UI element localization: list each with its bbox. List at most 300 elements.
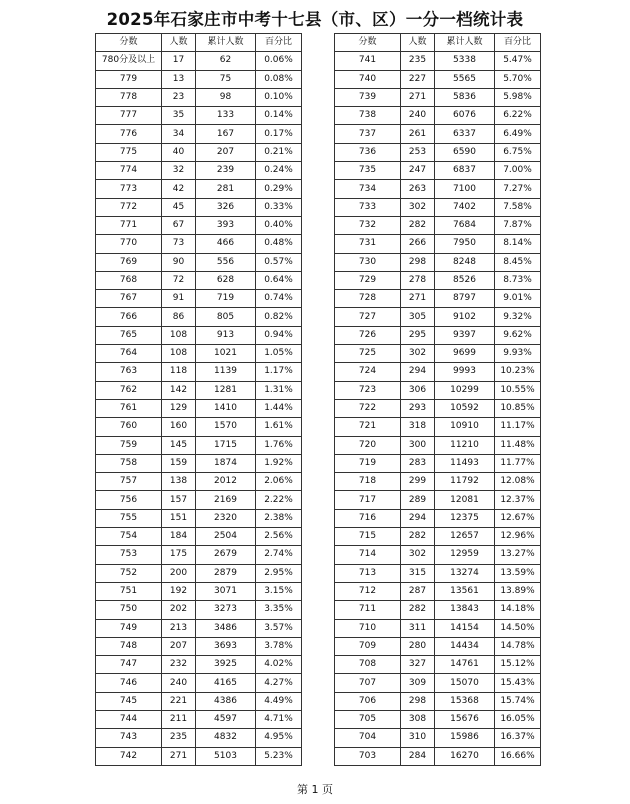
cumulative-cell: 5565	[435, 70, 495, 88]
score-cell: 745	[96, 692, 162, 710]
count-cell: 213	[162, 619, 196, 637]
percent-cell: 10.55%	[495, 381, 541, 399]
cumulative-cell: 13843	[435, 601, 495, 619]
count-cell: 145	[162, 436, 196, 454]
percent-cell: 13.27%	[495, 546, 541, 564]
count-cell: 263	[401, 180, 435, 198]
cumulative-cell: 7402	[435, 198, 495, 216]
percent-cell: 0.17%	[256, 125, 302, 143]
table-row	[335, 601, 541, 619]
count-cell: 235	[401, 52, 435, 70]
percent-cell: 2.56%	[256, 528, 302, 546]
count-cell: 42	[162, 180, 196, 198]
percent-cell: 7.27%	[495, 180, 541, 198]
table-row	[335, 747, 541, 765]
percent-cell: 1.92%	[256, 454, 302, 472]
percent-cell: 12.37%	[495, 491, 541, 509]
cumulative-cell: 9699	[435, 345, 495, 363]
percent-cell: 13.59%	[495, 564, 541, 582]
score-cell: 758	[96, 454, 162, 472]
score-cell: 771	[96, 216, 162, 234]
cumulative-cell: 1281	[196, 381, 256, 399]
score-cell: 714	[335, 546, 401, 564]
cumulative-cell: 2012	[196, 473, 256, 491]
count-cell: 235	[162, 729, 196, 747]
table-header-row	[335, 34, 541, 52]
percent-cell: 0.10%	[256, 88, 302, 106]
count-cell: 73	[162, 235, 196, 253]
score-cell: 775	[96, 143, 162, 161]
table-row	[335, 692, 541, 710]
cumulative-cell: 7684	[435, 216, 495, 234]
score-cell: 722	[335, 399, 401, 417]
cumulative-cell: 239	[196, 162, 256, 180]
percent-cell: 2.38%	[256, 509, 302, 527]
score-cell: 751	[96, 582, 162, 600]
percent-cell: 1.31%	[256, 381, 302, 399]
percent-cell: 2.06%	[256, 473, 302, 491]
score-cell: 756	[96, 491, 162, 509]
count-cell: 287	[401, 582, 435, 600]
percent-cell: 7.00%	[495, 162, 541, 180]
percent-cell: 10.85%	[495, 399, 541, 417]
percent-cell: 0.40%	[256, 216, 302, 234]
score-cell: 731	[335, 235, 401, 253]
score-cell: 712	[335, 582, 401, 600]
cumulative-cell: 3693	[196, 637, 256, 655]
score-cell: 764	[96, 345, 162, 363]
table-row	[335, 436, 541, 454]
score-cell: 759	[96, 436, 162, 454]
percent-cell: 4.71%	[256, 710, 302, 728]
count-cell: 129	[162, 399, 196, 417]
cumulative-cell: 326	[196, 198, 256, 216]
count-cell: 240	[401, 107, 435, 125]
table-row	[96, 88, 302, 106]
score-table-right	[334, 33, 541, 766]
count-cell: 284	[401, 747, 435, 765]
percent-cell: 14.78%	[495, 637, 541, 655]
count-cell: 298	[401, 253, 435, 271]
cumulative-cell: 4597	[196, 710, 256, 728]
cumulative-cell: 3486	[196, 619, 256, 637]
count-cell: 311	[401, 619, 435, 637]
percent-cell: 0.29%	[256, 180, 302, 198]
cumulative-cell: 5338	[435, 52, 495, 70]
percent-cell: 1.76%	[256, 436, 302, 454]
cumulative-cell: 11493	[435, 454, 495, 472]
table-row	[335, 326, 541, 344]
count-cell: 327	[401, 656, 435, 674]
table-row	[335, 125, 541, 143]
cumulative-cell: 10910	[435, 418, 495, 436]
score-cell: 766	[96, 308, 162, 326]
table-row	[335, 637, 541, 655]
cumulative-cell: 12375	[435, 509, 495, 527]
percent-cell: 15.74%	[495, 692, 541, 710]
count-cell: 118	[162, 363, 196, 381]
score-cell: 739	[335, 88, 401, 106]
table-row	[96, 290, 302, 308]
percent-cell: 12.67%	[495, 509, 541, 527]
table-row	[335, 143, 541, 161]
table-row	[96, 509, 302, 527]
table-row	[96, 656, 302, 674]
count-cell: 282	[401, 528, 435, 546]
cumulative-cell: 5103	[196, 747, 256, 765]
score-cell: 723	[335, 381, 401, 399]
cumulative-cell: 628	[196, 271, 256, 289]
count-cell: 232	[162, 656, 196, 674]
cumulative-cell: 13561	[435, 582, 495, 600]
percent-cell: 3.57%	[256, 619, 302, 637]
cumulative-cell: 719	[196, 290, 256, 308]
cumulative-cell: 4832	[196, 729, 256, 747]
count-cell: 299	[401, 473, 435, 491]
count-cell: 305	[401, 308, 435, 326]
header-count: 人数	[401, 34, 435, 52]
table-row	[96, 253, 302, 271]
score-cell: 725	[335, 345, 401, 363]
score-cell: 717	[335, 491, 401, 509]
table-row	[96, 399, 302, 417]
percent-cell: 4.02%	[256, 656, 302, 674]
table-row	[335, 619, 541, 637]
table-row	[335, 363, 541, 381]
table-row	[96, 710, 302, 728]
score-cell: 774	[96, 162, 162, 180]
percent-cell: 11.48%	[495, 436, 541, 454]
percent-cell: 7.58%	[495, 198, 541, 216]
table-row	[335, 582, 541, 600]
cumulative-cell: 14761	[435, 656, 495, 674]
count-cell: 67	[162, 216, 196, 234]
cumulative-cell: 15986	[435, 729, 495, 747]
count-cell: 280	[401, 637, 435, 655]
table-row	[335, 198, 541, 216]
score-cell: 726	[335, 326, 401, 344]
score-cell: 715	[335, 528, 401, 546]
cumulative-cell: 11210	[435, 436, 495, 454]
cumulative-cell: 1139	[196, 363, 256, 381]
table-row	[96, 546, 302, 564]
cumulative-cell: 1570	[196, 418, 256, 436]
count-cell: 227	[401, 70, 435, 88]
score-cell: 773	[96, 180, 162, 198]
percent-cell: 5.23%	[256, 747, 302, 765]
table-row	[335, 253, 541, 271]
table-row	[335, 290, 541, 308]
score-cell: 716	[335, 509, 401, 527]
percent-cell: 1.44%	[256, 399, 302, 417]
count-cell: 40	[162, 143, 196, 161]
count-cell: 309	[401, 674, 435, 692]
count-cell: 300	[401, 436, 435, 454]
table-row	[96, 674, 302, 692]
table-row	[96, 564, 302, 582]
cumulative-cell: 2169	[196, 491, 256, 509]
cumulative-cell: 393	[196, 216, 256, 234]
score-cell: 738	[335, 107, 401, 125]
percent-cell: 0.14%	[256, 107, 302, 125]
table-row	[335, 656, 541, 674]
score-cell: 703	[335, 747, 401, 765]
score-cell: 711	[335, 601, 401, 619]
cumulative-cell: 15070	[435, 674, 495, 692]
cumulative-cell: 805	[196, 308, 256, 326]
score-cell: 730	[335, 253, 401, 271]
table-row	[335, 418, 541, 436]
percent-cell: 9.01%	[495, 290, 541, 308]
score-cell: 747	[96, 656, 162, 674]
score-cell: 742	[96, 747, 162, 765]
table-row	[96, 70, 302, 88]
cumulative-cell: 281	[196, 180, 256, 198]
count-cell: 45	[162, 198, 196, 216]
score-cell: 777	[96, 107, 162, 125]
cumulative-cell: 6076	[435, 107, 495, 125]
score-cell: 743	[96, 729, 162, 747]
count-cell: 184	[162, 528, 196, 546]
percent-cell: 9.32%	[495, 308, 541, 326]
table-row	[96, 345, 302, 363]
score-cell: 761	[96, 399, 162, 417]
count-cell: 306	[401, 381, 435, 399]
score-cell: 708	[335, 656, 401, 674]
table-row	[335, 564, 541, 582]
count-cell: 192	[162, 582, 196, 600]
table-row	[96, 454, 302, 472]
cumulative-cell: 8797	[435, 290, 495, 308]
table-row	[335, 399, 541, 417]
count-cell: 302	[401, 198, 435, 216]
percent-cell: 5.70%	[495, 70, 541, 88]
score-cell: 768	[96, 271, 162, 289]
percent-cell: 0.06%	[256, 52, 302, 70]
cumulative-cell: 9102	[435, 308, 495, 326]
count-cell: 211	[162, 710, 196, 728]
table-row	[96, 473, 302, 491]
percent-cell: 0.48%	[256, 235, 302, 253]
score-cell: 719	[335, 454, 401, 472]
count-cell: 253	[401, 143, 435, 161]
table-row	[335, 674, 541, 692]
cumulative-cell: 3273	[196, 601, 256, 619]
header-count: 人数	[162, 34, 196, 52]
table-row	[335, 381, 541, 399]
score-cell: 727	[335, 308, 401, 326]
table-row	[335, 345, 541, 363]
score-cell: 767	[96, 290, 162, 308]
cumulative-cell: 14434	[435, 637, 495, 655]
score-cell: 735	[335, 162, 401, 180]
score-cell: 724	[335, 363, 401, 381]
score-cell: 778	[96, 88, 162, 106]
score-cell: 734	[335, 180, 401, 198]
cumulative-cell: 9993	[435, 363, 495, 381]
cumulative-cell: 3071	[196, 582, 256, 600]
cumulative-cell: 9397	[435, 326, 495, 344]
count-cell: 261	[401, 125, 435, 143]
count-cell: 240	[162, 674, 196, 692]
percent-cell: 0.33%	[256, 198, 302, 216]
count-cell: 159	[162, 454, 196, 472]
score-table-left	[95, 33, 302, 766]
percent-cell: 8.73%	[495, 271, 541, 289]
table-row	[96, 125, 302, 143]
cumulative-cell: 12081	[435, 491, 495, 509]
percent-cell: 0.57%	[256, 253, 302, 271]
cumulative-cell: 556	[196, 253, 256, 271]
table-row	[96, 528, 302, 546]
percent-cell: 0.94%	[256, 326, 302, 344]
score-cell: 753	[96, 546, 162, 564]
score-cell: 744	[96, 710, 162, 728]
score-cell: 769	[96, 253, 162, 271]
header-percent: 百分比	[256, 34, 302, 52]
score-cell: 740	[335, 70, 401, 88]
table-row	[335, 52, 541, 70]
count-cell: 23	[162, 88, 196, 106]
count-cell: 294	[401, 509, 435, 527]
table-row	[96, 52, 302, 70]
count-cell: 91	[162, 290, 196, 308]
percent-cell: 0.24%	[256, 162, 302, 180]
score-cell: 705	[335, 710, 401, 728]
table-row	[96, 692, 302, 710]
count-cell: 283	[401, 454, 435, 472]
cumulative-cell: 6337	[435, 125, 495, 143]
header-percent: 百分比	[495, 34, 541, 52]
count-cell: 289	[401, 491, 435, 509]
score-cell: 704	[335, 729, 401, 747]
table-row	[96, 582, 302, 600]
percent-cell: 0.08%	[256, 70, 302, 88]
count-cell: 86	[162, 308, 196, 326]
percent-cell: 2.95%	[256, 564, 302, 582]
percent-cell: 8.45%	[495, 253, 541, 271]
score-cell: 748	[96, 637, 162, 655]
cumulative-cell: 8526	[435, 271, 495, 289]
score-cell: 737	[335, 125, 401, 143]
count-cell: 271	[401, 290, 435, 308]
percent-cell: 15.12%	[495, 656, 541, 674]
table-row	[335, 308, 541, 326]
count-cell: 278	[401, 271, 435, 289]
cumulative-cell: 4386	[196, 692, 256, 710]
score-cell: 776	[96, 125, 162, 143]
count-cell: 142	[162, 381, 196, 399]
score-cell: 752	[96, 564, 162, 582]
score-cell: 721	[335, 418, 401, 436]
percent-cell: 9.93%	[495, 345, 541, 363]
percent-cell: 10.23%	[495, 363, 541, 381]
count-cell: 35	[162, 107, 196, 125]
count-cell: 315	[401, 564, 435, 582]
cumulative-cell: 1715	[196, 436, 256, 454]
table-row	[335, 546, 541, 564]
percent-cell: 6.75%	[495, 143, 541, 161]
table-row	[96, 180, 302, 198]
table-row	[96, 363, 302, 381]
percent-cell: 1.05%	[256, 345, 302, 363]
score-cell: 718	[335, 473, 401, 491]
table-row	[96, 601, 302, 619]
cumulative-cell: 133	[196, 107, 256, 125]
cumulative-cell: 13274	[435, 564, 495, 582]
count-cell: 160	[162, 418, 196, 436]
percent-cell: 11.77%	[495, 454, 541, 472]
score-cell: 729	[335, 271, 401, 289]
count-cell: 200	[162, 564, 196, 582]
cumulative-cell: 4165	[196, 674, 256, 692]
percent-cell: 0.21%	[256, 143, 302, 161]
cumulative-cell: 11792	[435, 473, 495, 491]
table-row	[96, 308, 302, 326]
percent-cell: 7.87%	[495, 216, 541, 234]
score-cell: 736	[335, 143, 401, 161]
percent-cell: 16.66%	[495, 747, 541, 765]
score-cell: 772	[96, 198, 162, 216]
table-row	[96, 216, 302, 234]
cumulative-cell: 8248	[435, 253, 495, 271]
cumulative-cell: 6837	[435, 162, 495, 180]
cumulative-cell: 75	[196, 70, 256, 88]
table-row	[96, 107, 302, 125]
count-cell: 207	[162, 637, 196, 655]
score-cell: 754	[96, 528, 162, 546]
score-cell: 750	[96, 601, 162, 619]
count-cell: 298	[401, 692, 435, 710]
cumulative-cell: 1410	[196, 399, 256, 417]
table-header-row	[96, 34, 302, 52]
percent-cell: 1.61%	[256, 418, 302, 436]
table-row	[335, 107, 541, 125]
score-cell: 733	[335, 198, 401, 216]
percent-cell: 11.17%	[495, 418, 541, 436]
percent-cell: 3.35%	[256, 601, 302, 619]
cumulative-cell: 12657	[435, 528, 495, 546]
percent-cell: 16.37%	[495, 729, 541, 747]
count-cell: 302	[401, 546, 435, 564]
count-cell: 151	[162, 509, 196, 527]
count-cell: 310	[401, 729, 435, 747]
percent-cell: 5.98%	[495, 88, 541, 106]
score-cell: 755	[96, 509, 162, 527]
count-cell: 308	[401, 710, 435, 728]
count-cell: 247	[401, 162, 435, 180]
score-cell: 779	[96, 70, 162, 88]
count-cell: 72	[162, 271, 196, 289]
count-cell: 271	[401, 88, 435, 106]
score-cell: 780分及以上	[96, 52, 162, 70]
table-row	[96, 235, 302, 253]
cumulative-cell: 3925	[196, 656, 256, 674]
cumulative-cell: 1874	[196, 454, 256, 472]
table-row	[96, 729, 302, 747]
percent-cell: 1.17%	[256, 363, 302, 381]
cumulative-cell: 167	[196, 125, 256, 143]
table-row	[96, 747, 302, 765]
table-row	[335, 729, 541, 747]
percent-cell: 16.05%	[495, 710, 541, 728]
count-cell: 175	[162, 546, 196, 564]
table-row	[335, 271, 541, 289]
table-row	[335, 235, 541, 253]
table-row	[335, 454, 541, 472]
table-row	[96, 143, 302, 161]
cumulative-cell: 1021	[196, 345, 256, 363]
